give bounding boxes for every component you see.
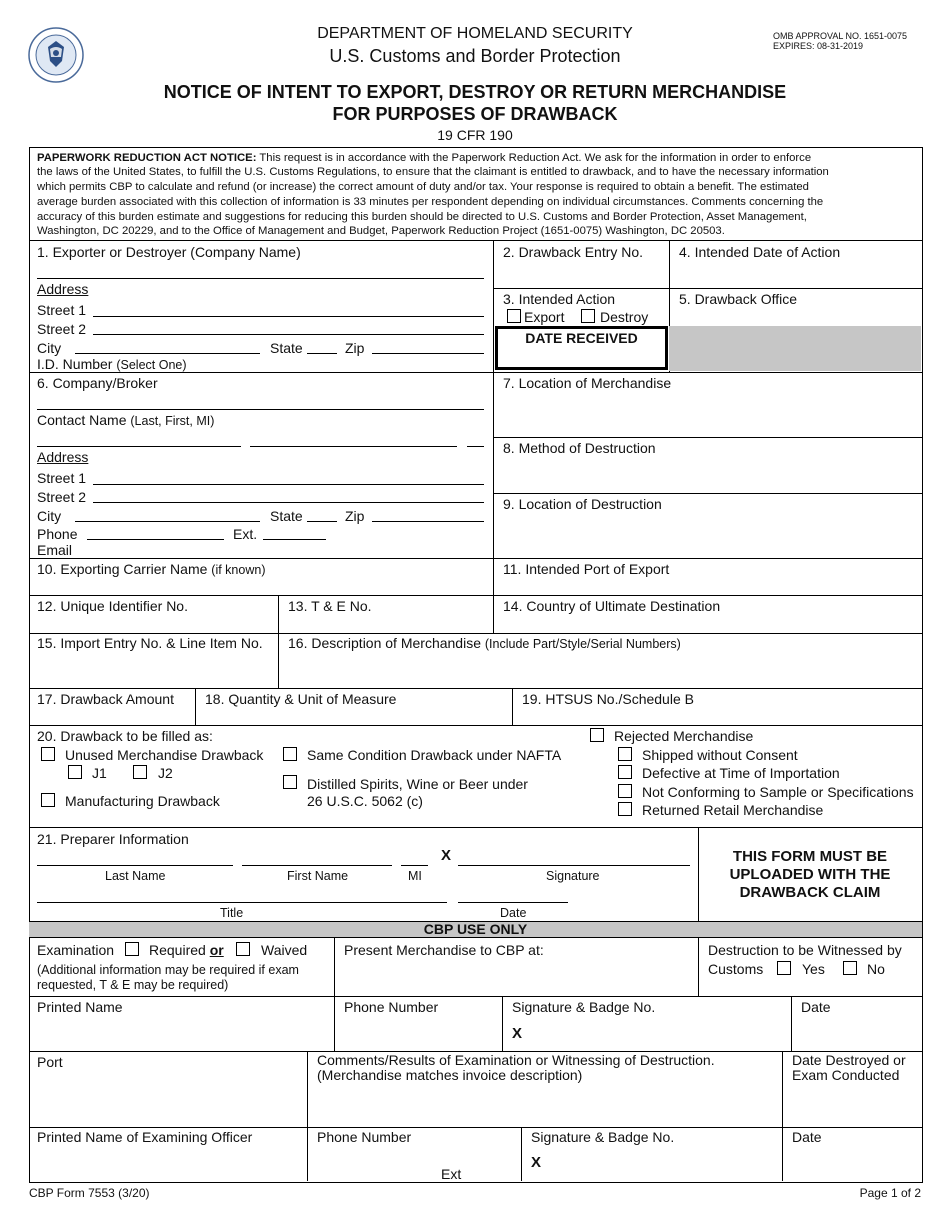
- field14-label: 14. Country of Ultimate Destination: [503, 598, 721, 614]
- officer-phone-label: Phone Number: [317, 1129, 412, 1145]
- comments-label-line1: Comments/Results of Examination or Witnessing of Destruction.: [317, 1052, 715, 1068]
- field1-street1-label: Street 1: [37, 302, 87, 318]
- field15-label: 15. Import Entry No. & Line Item No.: [37, 635, 263, 651]
- witness-no-label: No: [867, 961, 885, 977]
- unused-merchandise-checkbox[interactable]: [41, 747, 55, 761]
- field12-label: 12. Unique Identifier No.: [37, 598, 188, 614]
- field6-street2-label: Street 2: [37, 489, 87, 505]
- shipped-without-consent-checkbox[interactable]: [618, 747, 632, 761]
- field6-address-heading: Address: [37, 449, 89, 465]
- paperwork-line6: Washington, DC 20229, and to the Office of Management and Budget, Paperwork Reduction Project (1651-0075) Washington, DC 20503.: [37, 225, 725, 237]
- title-caption: Title: [220, 906, 244, 920]
- field6-ext-label: Ext.: [233, 526, 258, 542]
- shipped-without-consent-label: Shipped without Consent: [642, 747, 798, 763]
- field1-street2-label: Street 2: [37, 321, 87, 337]
- field5-label: 5. Drawback Office: [679, 291, 798, 307]
- field6-company-line[interactable]: [37, 409, 484, 410]
- field6-state-line[interactable]: [307, 521, 337, 522]
- distilled-spirits-checkbox[interactable]: [283, 775, 297, 789]
- preparer-mi-line[interactable]: [401, 865, 428, 866]
- field6-zip-line[interactable]: [372, 521, 484, 522]
- destroy-label: Destroy: [600, 309, 649, 325]
- distilled-spirits-label-line2: 26 U.S.C. 5062 (c): [307, 793, 423, 809]
- exam-required-checkbox[interactable]: [125, 942, 139, 956]
- j2-label: J2: [158, 765, 173, 781]
- cfr-reference: 19 CFR 190: [437, 127, 513, 143]
- defective-label: Defective at Time of Importation: [642, 765, 840, 781]
- signature-badge-label: Signature & Badge No.: [512, 999, 656, 1015]
- preparer-signature-x: X: [441, 847, 452, 864]
- not-conforming-checkbox[interactable]: [618, 784, 632, 798]
- form-title-line1: NOTICE OF INTENT TO EXPORT, DESTROY OR RETURN MERCHANDISE: [163, 82, 787, 102]
- field8-label: 8. Method of Destruction: [503, 440, 656, 456]
- paperwork-line4: average burden associated with this collection of information is 33 minutes per respondent depending on individual circumstances. Comments concerning the: [37, 196, 824, 208]
- dhs-seal-logo: [28, 27, 84, 83]
- examination-label: Examination: [37, 942, 115, 958]
- field6-label: 6. Company/Broker: [37, 375, 158, 391]
- returned-retail-checkbox[interactable]: [618, 802, 632, 816]
- export-label: Export: [524, 309, 565, 325]
- agency-name: U.S. Customs and Border Protection: [329, 46, 621, 66]
- field6-ext-line[interactable]: [263, 539, 326, 540]
- preparer-last-name-line[interactable]: [37, 865, 233, 866]
- field1-city-label: City: [37, 340, 62, 356]
- same-condition-checkbox[interactable]: [283, 747, 297, 761]
- paperwork-line1: PAPERWORK REDUCTION ACT NOTICE: This request is in accordance with the Paperwork Reduction Act. We ask for the information in order to enforce: [37, 152, 812, 164]
- department-name: DEPARTMENT OF HOMELAND SECURITY: [317, 25, 633, 42]
- comments-label-line2: (Merchandise matches invoice description): [317, 1067, 583, 1083]
- unused-merchandise-label: Unused Merchandise Drawback: [65, 747, 264, 763]
- exam-required-label: Required or: [149, 942, 224, 958]
- paperwork-line2: the laws of the United States, to fulfill the U.S. Customs Regulations, to ensure that the claimant is entitled to drawback, and to have the necessary information: [37, 166, 829, 178]
- witness-no-checkbox[interactable]: [843, 961, 857, 975]
- preparer-signature-line[interactable]: [458, 865, 690, 866]
- page-number: Page 1 of 2: [859, 1186, 921, 1200]
- officer-signature-x: X: [531, 1154, 542, 1171]
- examining-officer-label: Printed Name of Examining Officer: [37, 1129, 253, 1145]
- contact-first-line[interactable]: [250, 446, 457, 447]
- upload-notice-line3: DRAWBACK CLAIM: [739, 884, 881, 901]
- field11-label: 11. Intended Port of Export: [503, 561, 670, 577]
- field13-label: 13. T & E No.: [288, 598, 372, 614]
- j1-checkbox[interactable]: [68, 765, 82, 779]
- witness-yes-label: Yes: [802, 961, 825, 977]
- returned-retail-label: Returned Retail Merchandise: [642, 802, 824, 818]
- field9-label: 9. Location of Destruction: [503, 496, 662, 512]
- date-caption: Date: [500, 906, 527, 920]
- contact-mi-line[interactable]: [467, 446, 484, 447]
- signature-caption: Signature: [546, 869, 600, 883]
- witnessed-by-label: Destruction to be Witnessed by: [708, 942, 902, 958]
- export-checkbox[interactable]: [507, 309, 521, 323]
- field4-label: 4. Intended Date of Action: [679, 244, 841, 260]
- signature-badge-x: X: [512, 1025, 523, 1042]
- j2-checkbox[interactable]: [133, 765, 147, 779]
- field16-label: 16. Description of Merchandise (Include Part/Style/Serial Numbers): [288, 635, 681, 651]
- field1-address-heading: Address: [37, 281, 89, 297]
- printed-name-label: Printed Name: [37, 999, 123, 1015]
- field6-street1-label: Street 1: [37, 470, 87, 486]
- officer-signature-badge-label: Signature & Badge No.: [531, 1129, 675, 1145]
- additional-info-line1: (Additional information may be required if exam: [37, 963, 299, 977]
- date-destroyed-line1: Date Destroyed or: [792, 1052, 906, 1068]
- mi-caption: MI: [408, 869, 422, 883]
- not-conforming-label: Not Conforming to Sample or Specifications: [642, 784, 914, 800]
- date-destroyed-line2: Exam Conducted: [792, 1067, 900, 1083]
- contact-last-line[interactable]: [37, 446, 241, 447]
- field6-phone-label: Phone: [37, 526, 78, 542]
- date-received-label: DATE RECEIVED: [525, 330, 638, 346]
- field18-label: 18. Quantity & Unit of Measure: [205, 691, 397, 707]
- field6-zip-label: Zip: [345, 508, 365, 524]
- j1-label: J1: [92, 765, 107, 781]
- witness-customs-label: Customs: [708, 961, 764, 977]
- manufacturing-label: Manufacturing Drawback: [65, 793, 220, 809]
- field6-phone-line[interactable]: [87, 539, 224, 540]
- field1-street1-line[interactable]: [93, 316, 484, 317]
- form-number: CBP Form 7553 (3/20): [29, 1186, 150, 1200]
- upload-notice-line1: THIS FORM MUST BE: [732, 848, 888, 865]
- field1-id-label: I.D. Number (Select One): [37, 356, 187, 372]
- field6-street2-line[interactable]: [93, 502, 484, 503]
- preparer-title-line[interactable]: [37, 902, 447, 903]
- present-merchandise-label: Present Merchandise to CBP at:: [344, 942, 544, 958]
- preparer-first-name-line[interactable]: [242, 865, 392, 866]
- field1-label: 1. Exporter or Destroyer (Company Name): [37, 244, 301, 260]
- field7-label: 7. Location of Merchandise: [503, 375, 672, 391]
- field6-city-line[interactable]: [75, 521, 260, 522]
- field2-label: 2. Drawback Entry No.: [503, 244, 644, 260]
- paperwork-line3: which permits CBP to calculate and refund (or increase) the correct amount of duty and/or tax. Your response is required to obtain a benefit. The estimated: [37, 181, 809, 193]
- exam-waived-label: Waived: [261, 942, 308, 958]
- field1-state-line[interactable]: [307, 353, 337, 354]
- witness-yes-checkbox[interactable]: [777, 961, 791, 975]
- destroy-checkbox[interactable]: [581, 309, 595, 323]
- manufacturing-checkbox[interactable]: [41, 793, 55, 807]
- same-condition-label: Same Condition Drawback under NAFTA: [307, 747, 562, 763]
- rejected-merchandise-checkbox[interactable]: [590, 728, 604, 742]
- officer-date-label: Date: [792, 1129, 822, 1145]
- last-name-caption: Last Name: [105, 869, 166, 883]
- paperwork-line5: accuracy of this burden estimate and suggestions for reducing this burden should be directed to U.S. Customs and Border Protection, Asset Management,: [37, 211, 807, 223]
- omb-expires: EXPIRES: 08-31-2019: [773, 41, 864, 51]
- first-name-caption: First Name: [287, 869, 349, 883]
- field3-label: 3. Intended Action: [503, 291, 616, 307]
- office-use-shaded: [669, 326, 921, 371]
- field6-street1-line[interactable]: [93, 484, 484, 485]
- field10-label: 10. Exporting Carrier Name (if known): [37, 561, 266, 577]
- upload-notice-line2: UPLOADED WITH THE: [729, 866, 891, 883]
- field1-zip-line[interactable]: [372, 353, 484, 354]
- distilled-spirits-label-line1: Distilled Spirits, Wine or Beer under: [307, 776, 528, 792]
- field6-state-label: State: [270, 508, 303, 524]
- rejected-merchandise-label: Rejected Merchandise: [614, 728, 754, 744]
- preparer-date-line[interactable]: [458, 902, 568, 903]
- field20-label: 20. Drawback to be filled as:: [37, 728, 213, 744]
- phone-number-label: Phone Number: [344, 999, 439, 1015]
- form-title-line2: FOR PURPOSES OF DRAWBACK: [332, 104, 618, 124]
- omb-approval: OMB APPROVAL NO. 1651-0075: [773, 31, 908, 41]
- additional-info-line2: requested, T & E may be required): [37, 978, 229, 992]
- port-label: Port: [37, 1054, 63, 1070]
- field1-zip-label: Zip: [345, 340, 365, 356]
- field1-street2-line[interactable]: [93, 334, 484, 335]
- field1-company-line[interactable]: [37, 278, 484, 279]
- cbp-date-label: Date: [801, 999, 831, 1015]
- field21-label: 21. Preparer Information: [37, 831, 189, 847]
- field17-label: 17. Drawback Amount: [37, 691, 174, 707]
- field6-city-label: City: [37, 508, 62, 524]
- exam-waived-checkbox[interactable]: [236, 942, 250, 956]
- cbp-use-only-title: CBP USE ONLY: [423, 921, 528, 937]
- field6-email-label: Email: [37, 542, 73, 558]
- defective-checkbox[interactable]: [618, 765, 632, 779]
- field19-label: 19. HTSUS No./Schedule B: [522, 691, 694, 707]
- officer-ext-label: Ext: [441, 1166, 462, 1182]
- field1-state-label: State: [270, 340, 303, 356]
- field6-contact-label: Contact Name (Last, First, MI): [37, 412, 215, 428]
- field1-city-line[interactable]: [75, 353, 260, 354]
